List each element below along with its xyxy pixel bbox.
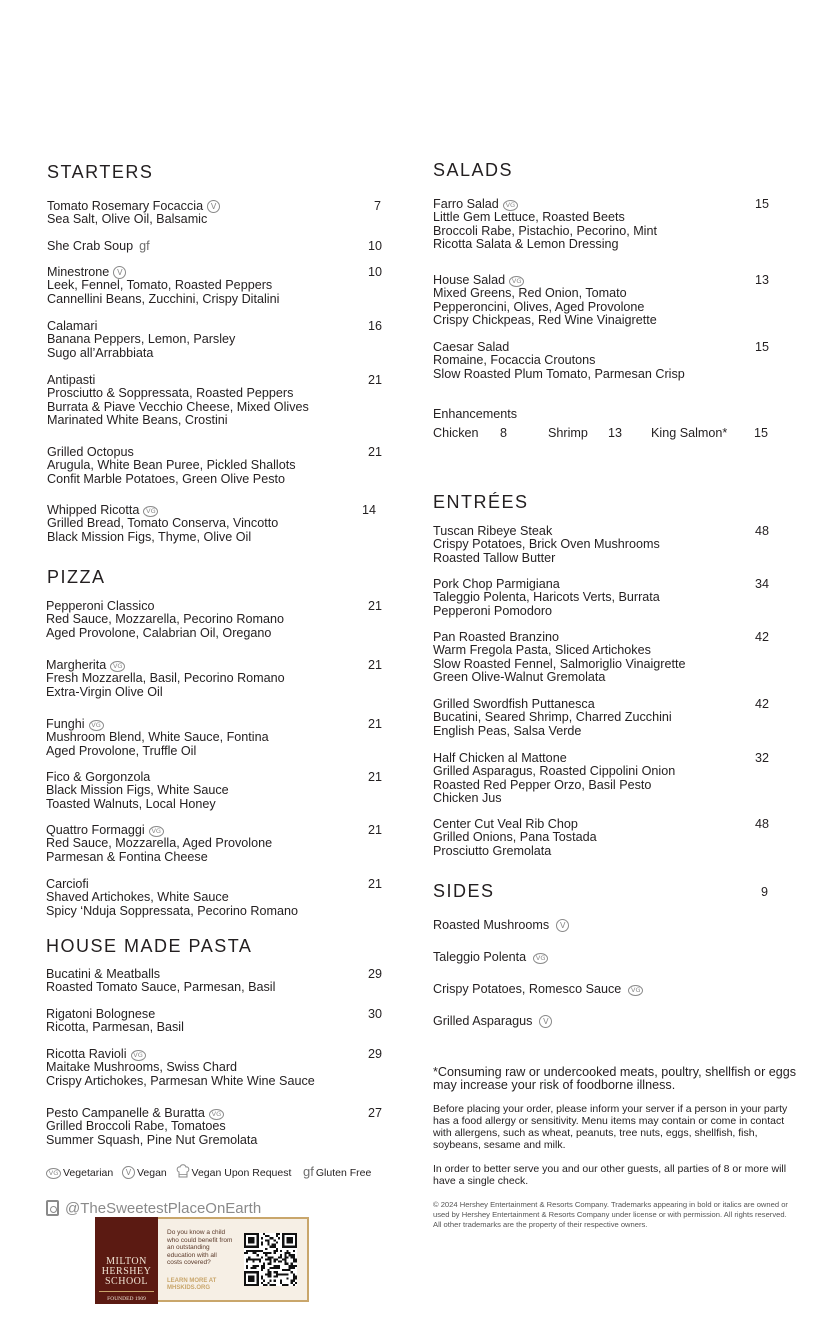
vegetarian-icon: VG bbox=[628, 985, 643, 996]
menu-item-name: Pan Roasted Branzino bbox=[433, 630, 560, 644]
menu-item bbox=[433, 631, 685, 685]
logo-line-2: HERSHEY bbox=[101, 1266, 152, 1277]
menu-item-description: Aged Provolone, Truffle Oil bbox=[46, 743, 197, 758]
side-item-name: Roasted Mushrooms bbox=[433, 918, 550, 932]
vegan-icon: V bbox=[113, 266, 126, 279]
legend-vegetarian: Vegetarian bbox=[63, 1167, 114, 1179]
menu-item-description: Burrata & Piave Vecchio Cheese, Mixed Olives bbox=[47, 399, 309, 414]
menu-item-description: Crispy Potatoes, Brick Oven Mushrooms bbox=[433, 537, 660, 552]
vegetarian-icon: VG bbox=[533, 953, 548, 964]
menu-item bbox=[46, 968, 275, 995]
vegetarian-icon: VG bbox=[143, 506, 158, 517]
menu-item bbox=[47, 446, 296, 486]
menu-item-description: Bucatini, Seared Shrimp, Charred Zucchini bbox=[433, 710, 672, 725]
side-item bbox=[433, 919, 569, 932]
milton-hershey-ad[interactable] bbox=[95, 1217, 309, 1302]
menu-item-price: 32 bbox=[755, 751, 770, 765]
menu-item-name: House Salad bbox=[433, 273, 506, 287]
menu-item-name: Ricotta Ravioli bbox=[46, 1047, 127, 1061]
ad-cta-line-2: MHSKIDS.ORG bbox=[167, 1285, 211, 1291]
menu-item-name: Pepperoni Classico bbox=[46, 599, 155, 613]
menu-item-description: Roasted Red Pepper Orzo, Basil Pesto bbox=[433, 777, 652, 792]
menu-item bbox=[47, 200, 220, 227]
menu-item-price: 29 bbox=[368, 1047, 383, 1061]
menu-item-name: Funghi bbox=[46, 717, 85, 731]
menu-item-description: Prosciutto & Soppressata, Roasted Peppers bbox=[47, 386, 294, 401]
menu-item-name: Fico & Gorgonzola bbox=[46, 770, 151, 784]
menu-item-price: 13 bbox=[755, 273, 770, 287]
menu-item-price: 21 bbox=[368, 877, 383, 891]
allergy-notice: Before placing your order, please inform your server if a person in your party has a food allergy or sensitivity. Menu items may contain or come in contact with allergens, such as wheat, peanuts, tree nuts, eggs, shellfish, fish, soybeans, sesame and milk. bbox=[433, 1103, 788, 1151]
menu-item-price: 30 bbox=[368, 1007, 383, 1021]
vegan-icon: V bbox=[539, 1015, 552, 1028]
menu-item-name: Caesar Salad bbox=[433, 340, 510, 354]
side-item-name: Taleggio Polenta bbox=[433, 950, 527, 964]
menu-item bbox=[433, 525, 660, 565]
menu-item-price: 27 bbox=[368, 1106, 383, 1120]
instagram-icon bbox=[46, 1200, 59, 1216]
menu-item bbox=[433, 274, 657, 328]
sides-title: SIDES bbox=[433, 881, 495, 901]
menu-item-description: Summer Squash, Pine Nut Gremolata bbox=[46, 1132, 258, 1147]
menu-item-name: Pork Chop Parmigiana bbox=[433, 577, 560, 591]
menu-item-description: Warm Fregola Pasta, Sliced Artichokes bbox=[433, 643, 651, 658]
menu-item-price: 29 bbox=[368, 967, 383, 981]
side-item bbox=[433, 983, 643, 996]
menu-item bbox=[47, 240, 150, 253]
side-item-name: Grilled Asparagus bbox=[433, 1014, 533, 1028]
menu-item-name: Calamari bbox=[47, 319, 98, 333]
menu-item-description: Extra-Virgin Olive Oil bbox=[46, 684, 163, 699]
menu-item-name: She Crab Soup bbox=[47, 239, 134, 253]
menu-item-description: English Peas, Salsa Verde bbox=[433, 723, 582, 738]
copyright-notice: © 2024 Hershey Entertainment & Resorts Company. Trademarks appearing in bold or italics are owned or used by Hershey Entertainment & Resorts Company under license or with permission. All rights reserved. All other trademarks are the property of their respective owners. bbox=[433, 1200, 788, 1230]
menu-item bbox=[46, 600, 284, 640]
vegetarian-icon: VG bbox=[46, 1168, 61, 1179]
menu-item bbox=[46, 1107, 257, 1147]
menu-item-price: 7 bbox=[374, 199, 382, 213]
enhancement-chicken-price: 8 bbox=[500, 426, 508, 440]
menu-item-description: Slow Roasted Fennel, Salmoriglio Vinaigrette bbox=[433, 656, 686, 671]
menu-item-name: Rigatoni Bolognese bbox=[46, 1007, 156, 1021]
menu-item-name: Tuscan Ribeye Steak bbox=[433, 524, 553, 538]
menu-item-description: Sugo all’Arrabbiata bbox=[47, 345, 154, 360]
logo-line-3: SCHOOL bbox=[104, 1276, 148, 1287]
menu-item-description: Crispy Artichokes, Parmesan White Wine Sauce bbox=[46, 1073, 315, 1088]
sides-price: 9 bbox=[761, 885, 769, 899]
menu-item-description: Crispy Chickpeas, Red Wine Vinaigrette bbox=[433, 313, 657, 328]
menu-item-price: 21 bbox=[368, 658, 383, 672]
menu-item-description: Grilled Bread, Tomato Conserva, Vincotto bbox=[47, 516, 279, 531]
menu-item-description: Ricotta, Parmesan, Basil bbox=[46, 1020, 184, 1035]
menu-item bbox=[47, 374, 309, 428]
menu-item-description: Chicken Jus bbox=[433, 791, 502, 806]
vegetarian-icon: VG bbox=[89, 720, 104, 731]
menu-item-price: 15 bbox=[755, 340, 770, 354]
menu-item-name: Margherita bbox=[46, 658, 107, 672]
qr-code-icon[interactable] bbox=[244, 1233, 297, 1286]
foodborne-notice: *Consuming raw or undercooked meats, poultry, shellfish or eggs may increase your risk of foodborne illness. bbox=[433, 1065, 797, 1092]
menu-item-price: 15 bbox=[755, 197, 770, 211]
menu-item-description: Roasted Tomato Sauce, Parmesan, Basil bbox=[46, 980, 276, 995]
enhancement-shrimp: Shrimp bbox=[548, 426, 588, 440]
social-handle-text: @TheSweetestPlaceOnEarth bbox=[65, 1200, 262, 1217]
menu-item-description: Pepperoncini, Olives, Aged Provolone bbox=[433, 299, 645, 314]
menu-item-price: 42 bbox=[755, 697, 770, 711]
menu-item-price: 21 bbox=[368, 823, 383, 837]
menu-item bbox=[46, 771, 229, 811]
menu-item-description: Grilled Asparagus, Roasted Cippolini Onion bbox=[433, 764, 676, 779]
legend-gluten-free: Gluten Free bbox=[315, 1167, 372, 1179]
gluten-free-icon: gf bbox=[303, 1164, 314, 1179]
gluten-free-icon: gf bbox=[139, 239, 150, 253]
menu-item-description: Taleggio Polenta, Haricots Verts, Burrata bbox=[433, 590, 660, 605]
milton-hershey-logo bbox=[95, 1217, 158, 1304]
menu-item-description: Spicy ‘Nduja Soppressata, Pecorino Romano bbox=[46, 903, 299, 918]
menu-item-description: Red Sauce, Mozzarella, Aged Provolone bbox=[46, 836, 273, 851]
menu-item bbox=[47, 320, 235, 360]
vegetarian-icon: VG bbox=[209, 1109, 224, 1120]
menu-item-name: Pesto Campanelle & Buratta bbox=[46, 1106, 205, 1120]
menu-item-description: Broccoli Rabe, Pistachio, Pecorino, Mint bbox=[433, 223, 657, 238]
menu-item bbox=[47, 266, 279, 306]
enhancement-shrimp-price: 13 bbox=[608, 426, 623, 440]
menu-item-description: Romaine, Focaccia Croutons bbox=[433, 353, 596, 368]
ad-text: Do you know a child who could benefit from an outstanding education with all costs covered? bbox=[167, 1229, 233, 1266]
enhancements-title: Enhancements bbox=[433, 407, 518, 421]
menu-item-price: 10 bbox=[368, 265, 383, 279]
vegan-icon: V bbox=[122, 1166, 135, 1179]
menu-item-name: Farro Salad bbox=[433, 197, 499, 211]
starters-title: STARTERS bbox=[47, 162, 154, 182]
menu-item-description: Aged Provolone, Calabrian Oil, Oregano bbox=[46, 625, 272, 640]
menu-item-description: Confit Marble Potatoes, Green Olive Pesto bbox=[47, 471, 285, 486]
menu-item bbox=[46, 878, 298, 918]
menu-item-description: Mushroom Blend, White Sauce, Fontina bbox=[46, 730, 269, 745]
menu-item-description: Mixed Greens, Red Onion, Tomato bbox=[433, 286, 627, 301]
menu-item bbox=[433, 341, 685, 381]
side-item bbox=[433, 1015, 552, 1028]
entrees-title: ENTRÉES bbox=[433, 492, 529, 512]
menu-item-name: Quattro Formaggi bbox=[46, 823, 145, 837]
menu-item-description: Parmesan & Fontina Cheese bbox=[46, 849, 208, 864]
side-item-name: Crispy Potatoes, Romesco Sauce bbox=[433, 982, 622, 996]
menu-item-name: Center Cut Veal Rib Chop bbox=[433, 817, 578, 831]
menu-item bbox=[433, 818, 597, 858]
menu-item bbox=[47, 504, 278, 544]
menu-item-description: Roasted Tallow Butter bbox=[433, 550, 556, 565]
menu-item bbox=[46, 1048, 315, 1088]
menu-item-description: Marinated White Beans, Crostini bbox=[47, 413, 228, 428]
chef-hat-icon bbox=[176, 1164, 190, 1179]
menu-item-price: 10 bbox=[368, 239, 383, 253]
ad-cta-line-1: LEARN MORE AT bbox=[167, 1278, 217, 1284]
enhancement-chicken: Chicken bbox=[433, 426, 479, 440]
enhancement-king-salmon: King Salmon* bbox=[651, 426, 728, 440]
vegetarian-icon: VG bbox=[110, 661, 125, 672]
vegetarian-icon: VG bbox=[131, 1050, 146, 1061]
vegetarian-icon: VG bbox=[509, 276, 524, 287]
menu-item-price: 21 bbox=[368, 599, 383, 613]
pasta-title: HOUSE MADE PASTA bbox=[46, 936, 253, 956]
side-item bbox=[433, 951, 548, 964]
menu-item-description: Ricotta Salata & Lemon Dressing bbox=[433, 237, 619, 252]
menu-item bbox=[433, 578, 660, 618]
menu-item-description: Pepperoni Pomodoro bbox=[433, 603, 553, 618]
menu-item-price: 34 bbox=[755, 577, 770, 591]
menu-item-price: 21 bbox=[368, 373, 383, 387]
menu-item-name: Tomato Rosemary Focaccia bbox=[47, 199, 204, 213]
menu-item-description: Red Sauce, Mozzarella, Pecorino Romano bbox=[46, 612, 285, 627]
menu-item-name: Grilled Octopus bbox=[47, 445, 134, 459]
menu-item-description: Banana Peppers, Lemon, Parsley bbox=[47, 332, 236, 347]
menu-item-description: Green Olive-Walnut Gremolata bbox=[433, 670, 606, 685]
enhancement-king-salmon-price: 15 bbox=[754, 426, 769, 440]
menu-item-price: 21 bbox=[368, 770, 383, 784]
menu-item-name: Carciofi bbox=[46, 877, 89, 891]
logo-founded: FOUNDED 1909 bbox=[99, 1291, 154, 1304]
dietary-legend bbox=[46, 1164, 371, 1179]
menu-item-description: Sea Salt, Olive Oil, Balsamic bbox=[47, 212, 208, 227]
party-notice: In order to better serve you and our other guests, all parties of 8 or more will have a single check. bbox=[433, 1163, 787, 1187]
menu-item-price: 42 bbox=[755, 630, 770, 644]
vegetarian-icon: VG bbox=[149, 826, 164, 837]
menu-item bbox=[433, 198, 657, 252]
menu-item-description: Black Mission Figs, White Sauce bbox=[46, 783, 229, 798]
menu-item-name: Bucatini & Meatballs bbox=[46, 967, 161, 981]
menu-item-price: 48 bbox=[755, 817, 770, 831]
menu-item-price: 48 bbox=[755, 524, 770, 538]
menu-item-description: Toasted Walnuts, Local Honey bbox=[46, 796, 216, 811]
vegan-icon: V bbox=[207, 200, 220, 213]
menu-item-name: Minestrone bbox=[47, 265, 110, 279]
menu-item bbox=[46, 659, 285, 699]
menu-item-description: Cannellini Beans, Zucchini, Crispy Ditalini bbox=[47, 291, 280, 306]
menu-item-description: Black Mission Figs, Thyme, Olive Oil bbox=[47, 529, 252, 544]
salads-title: SALADS bbox=[433, 160, 514, 180]
menu-item bbox=[46, 824, 272, 864]
menu-item-price: 21 bbox=[368, 445, 383, 459]
menu-item-price: 21 bbox=[368, 717, 383, 731]
legend-vegan: Vegan bbox=[136, 1167, 167, 1179]
menu-item bbox=[433, 752, 675, 806]
menu-item-description: Prosciutto Gremolata bbox=[433, 843, 552, 858]
menu-item-description: Grilled Broccoli Rabe, Tomatoes bbox=[46, 1119, 226, 1134]
vegan-icon: V bbox=[556, 919, 569, 932]
menu-item bbox=[433, 698, 672, 738]
menu-item-name: Grilled Swordfish Puttanesca bbox=[433, 697, 595, 711]
menu-item bbox=[46, 1008, 184, 1035]
ad-cta[interactable] bbox=[167, 1278, 237, 1292]
menu-item-description: Shaved Artichokes, White Sauce bbox=[46, 890, 229, 905]
logo-line-1: MILTON bbox=[106, 1256, 147, 1267]
menu-item-name: Antipasti bbox=[47, 373, 96, 387]
menu-item-description: Fresh Mozzarella, Basil, Pecorino Romano bbox=[46, 671, 285, 686]
pizza-title: PIZZA bbox=[47, 567, 106, 587]
menu-item-description: Maitake Mushrooms, Swiss Chard bbox=[46, 1060, 238, 1075]
legend-vegan-request: Vegan Upon Request bbox=[191, 1167, 292, 1179]
menu-item-description: Slow Roasted Plum Tomato, Parmesan Crisp bbox=[433, 366, 685, 381]
menu-item-description: Leek, Fennel, Tomato, Roasted Peppers bbox=[47, 278, 273, 293]
menu-item-name: Half Chicken al Mattone bbox=[433, 751, 567, 765]
menu-item-description: Little Gem Lettuce, Roasted Beets bbox=[433, 210, 625, 225]
menu-item-description: Grilled Onions, Pana Tostada bbox=[433, 830, 597, 845]
menu-item bbox=[46, 718, 269, 758]
menu-item-price: 16 bbox=[368, 319, 383, 333]
menu-item-description: Arugula, White Bean Puree, Pickled Shallots bbox=[47, 458, 296, 473]
vegetarian-icon: VG bbox=[503, 200, 518, 211]
menu-item-name: Whipped Ricotta bbox=[47, 503, 140, 517]
menu-item-price: 14 bbox=[362, 503, 377, 517]
social-handle[interactable] bbox=[46, 1200, 261, 1217]
